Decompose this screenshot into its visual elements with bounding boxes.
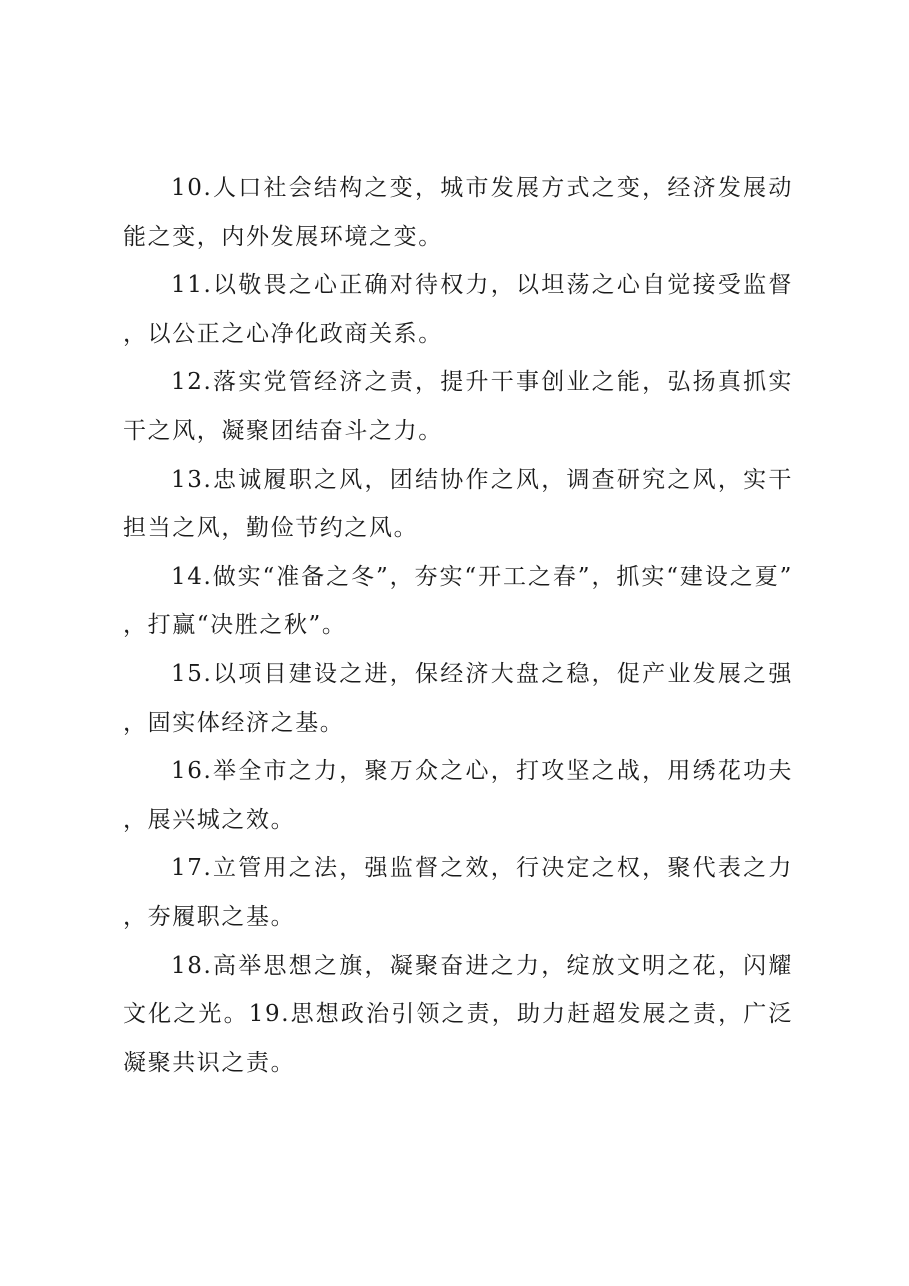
paragraph-12: 12.落实党管经济之责，提升干事创业之能，弘扬真抓实干之风，凝聚团结奋斗之力。 xyxy=(123,369,793,444)
paragraph-18-19: 18.高举思想之旗，凝聚奋进之力，绽放文明之花，闪耀文化之光。19.思想政治引领之责，助力赶超发展之责，广泛凝聚共识之责。 xyxy=(123,952,793,1076)
paragraph-17: 17.立管用之法，强监督之效，行决定之权，聚代表之力，夯履职之基。 xyxy=(123,855,793,930)
paragraph-15: 15.以项目建设之进，保经济大盘之稳，促产业发展之强，固实体经济之基。 xyxy=(123,660,793,736)
paragraph-11: 11.以敬畏之心正确对待权力，以坦荡之心自觉接受监督，以公正之心净化政商关系。 xyxy=(123,272,793,347)
paragraph-13: 13.忠诚履职之风，团结协作之风，调查研究之风，实干担当之风，勤俭节约之风。 xyxy=(123,466,793,542)
paragraph-10: 10.人口社会结构之变，城市发展方式之变，经济发展动能之变，内外发展环境之变。 xyxy=(123,175,793,250)
paragraph-16: 16.举全市之力，聚万众之心，打攻坚之战，用绣花功夫，展兴城之效。 xyxy=(123,758,793,833)
paragraph-14: 14.做实“准备之冬”，夯实“开工之春”，抓实“建设之夏”，打赢“决胜之秋”。 xyxy=(123,563,793,639)
document-body xyxy=(123,164,793,1087)
